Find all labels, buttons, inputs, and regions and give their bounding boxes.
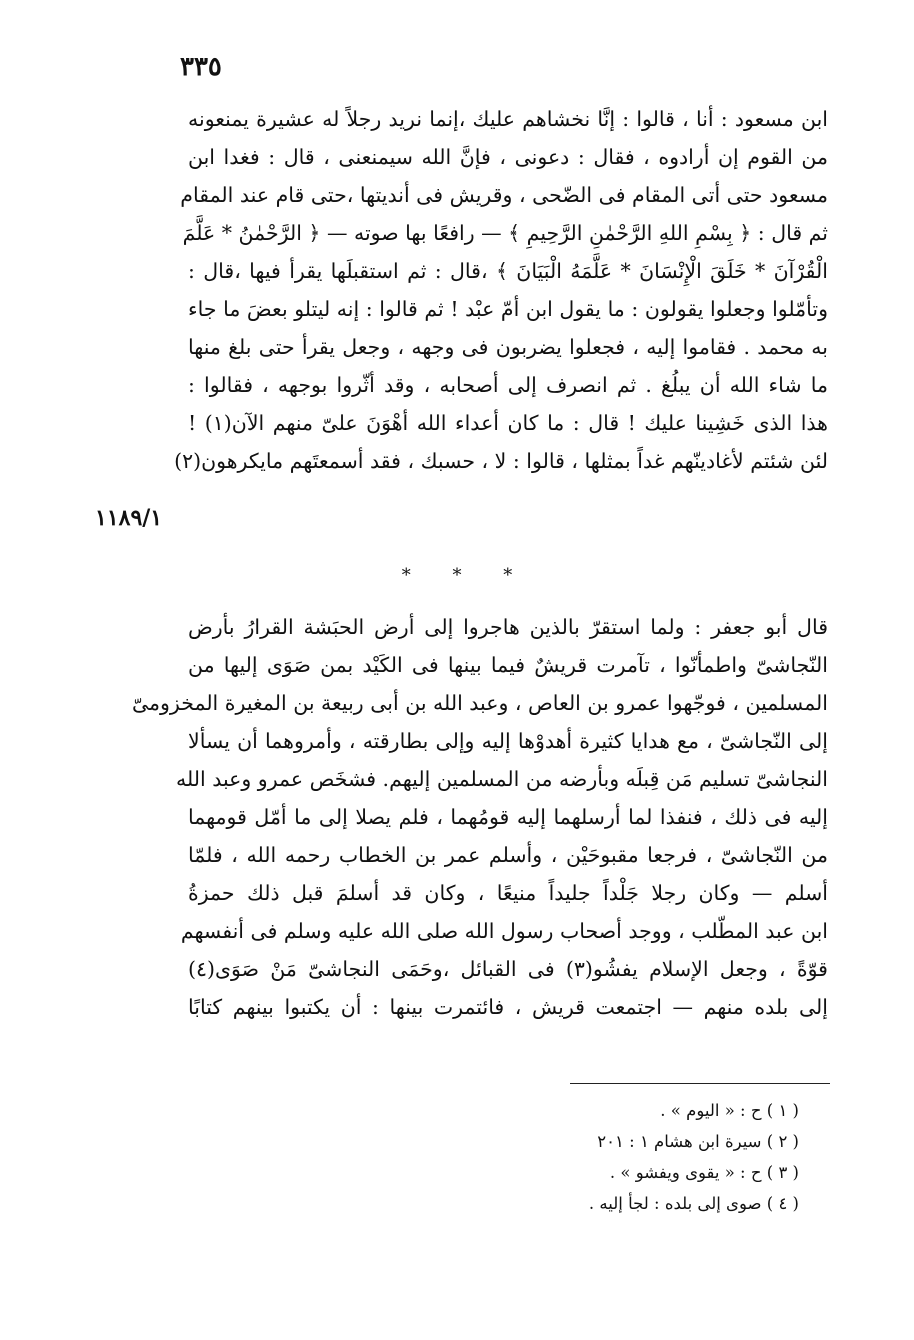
page-number: ٣٣٥ [180, 52, 222, 82]
text-line: قال أبو جعفر : ولما استقرّ بالذين هاجروا إلى أرض الحبَشة القرارُ بأرض [188, 615, 828, 639]
main-text-block-2 [131, 608, 829, 1026]
text-line: من القوم إن أرادوه ، فقال : دعونى ، فإنَّ الله سيمنعنى ، قال : فغدا ابن [188, 145, 828, 169]
footnote: ( ٢ ) سيرة ابن هشام ١ : ٢٠١ [597, 1132, 799, 1151]
text-line: أسلم — وكان رجلا جَلْداً جليداً منيعًا ، وكان قد أسلمَ قبل ذلك حمزةُ [188, 881, 828, 905]
footnote: ( ٣ ) ح : « يقوى ويفشو » . [609, 1163, 799, 1182]
text-line: ابن مسعود : أنا ، قالوا : إنَّا نخشاهم عليك ،إنما نريد رجلاً له عشيرة يمنعونه [188, 107, 828, 131]
footnote: ( ١ ) ح : « اليوم » . [660, 1101, 799, 1120]
footnote: ( ٤ ) صوى إلى بلده : لجأ إليه . [588, 1194, 799, 1213]
text-line: ما شاء الله أن يبلُغ . ثم انصرف إلى أصحابه ، وقد أثّروا بوجهه ، فقالوا : [188, 373, 828, 397]
text-line: هذا الذى خَشِينا عليك ! قال : ما كان أعداء الله أهْوَنَ علىّ منهم الآن(١) ! [188, 411, 828, 435]
text-line: النّجاشىّ واطمأنّوا ، تآمرت قريشٌ فيما بينها فى الكَيْد بمن صَوَى إليها من [188, 653, 828, 677]
text-line: وتأمّلوا وجعلوا يقولون : ما يقول ابن أمّ عبْد ! ثم قالوا : إنه ليتلو بعضَ ما جاء [188, 297, 828, 321]
text-line: الْقُرْآنَ * خَلَقَ الْإِنْسَانَ * عَلَّمَهُ الْبَيَانَ ﴾ ،قال : ثم استقبلَها يقرأ فيها ،قال : [188, 259, 828, 283]
text-line: لئن شئتم لأغادينّهم غداً بمثلها ، قالوا : لا ، حسبك ، فقد أسمعتَهم مايكرهون(٢) [174, 449, 828, 473]
text-line: قوّةً ، وجعل الإسلام يفشُو(٣) فى القبائل ،وحَمَى النجاشىّ مَنْ صَوَى(٤) [188, 957, 828, 981]
footnotes [589, 1095, 799, 1219]
text-line: المسلمين ، فوجّهوا عمرو بن العاص ، وعبد الله بن أبى ربيعة بن المغيرة المخزومىّ [131, 691, 828, 715]
text-line: مسعود حتى أتى المقام فى الضّحى ، وقريش فى أنديتها ،حتى قام عند المقام [180, 183, 828, 207]
footnote-divider [570, 1083, 830, 1084]
main-text-block-1 [174, 100, 828, 480]
text-line: ابن عبد المطّلب ، ووجد أصحاب رسول الله صلى الله عليه وسلم فى أنفسهم [180, 919, 828, 943]
text-line: النجاشىّ تسليم مَن قِبلَه وبأرضه من المسلمين إليهم. فشخَص عمرو وعبد الله [175, 767, 828, 791]
text-line: إلى بلده منهم — اجتمعت قريش ، فائتمرت بينها : أن يكتبوا بينهم كتابًا [188, 995, 828, 1019]
margin-reference: ١١٨٩/١ [95, 505, 163, 531]
text-line: به محمد . فقاموا إليه ، فجعلوا يضربون فى وجهه ، وجعل يقرأ حتى بلغ منها [188, 335, 828, 359]
section-separator: * * * [401, 565, 531, 586]
text-line: إليه فى ذلك ، فنفذا لما أرسلهما إليه قومُهما ، فلم يصلا إلى ما أمّل قومهما [188, 805, 829, 829]
text-line: من النّجاشىّ ، فرجعا مقبوحَيْن ، وأسلم عمر بن الخطاب رحمه الله ، فلمّا [188, 843, 828, 867]
text-line: إلى النّجاشىّ ، مع هدايا كثيرة أهدوْها إليه وإلى بطارقته ، وأمروهما أن يسألا [188, 729, 828, 753]
text-line: ثم قال : ﴿ بِسْمِ اللهِ الرَّحْمٰنِ الرَّحِيمِ ﴾ — رافعًا بها صوته — ﴿ الرَّحْمٰنُ * عَلَّمَ [182, 221, 828, 245]
